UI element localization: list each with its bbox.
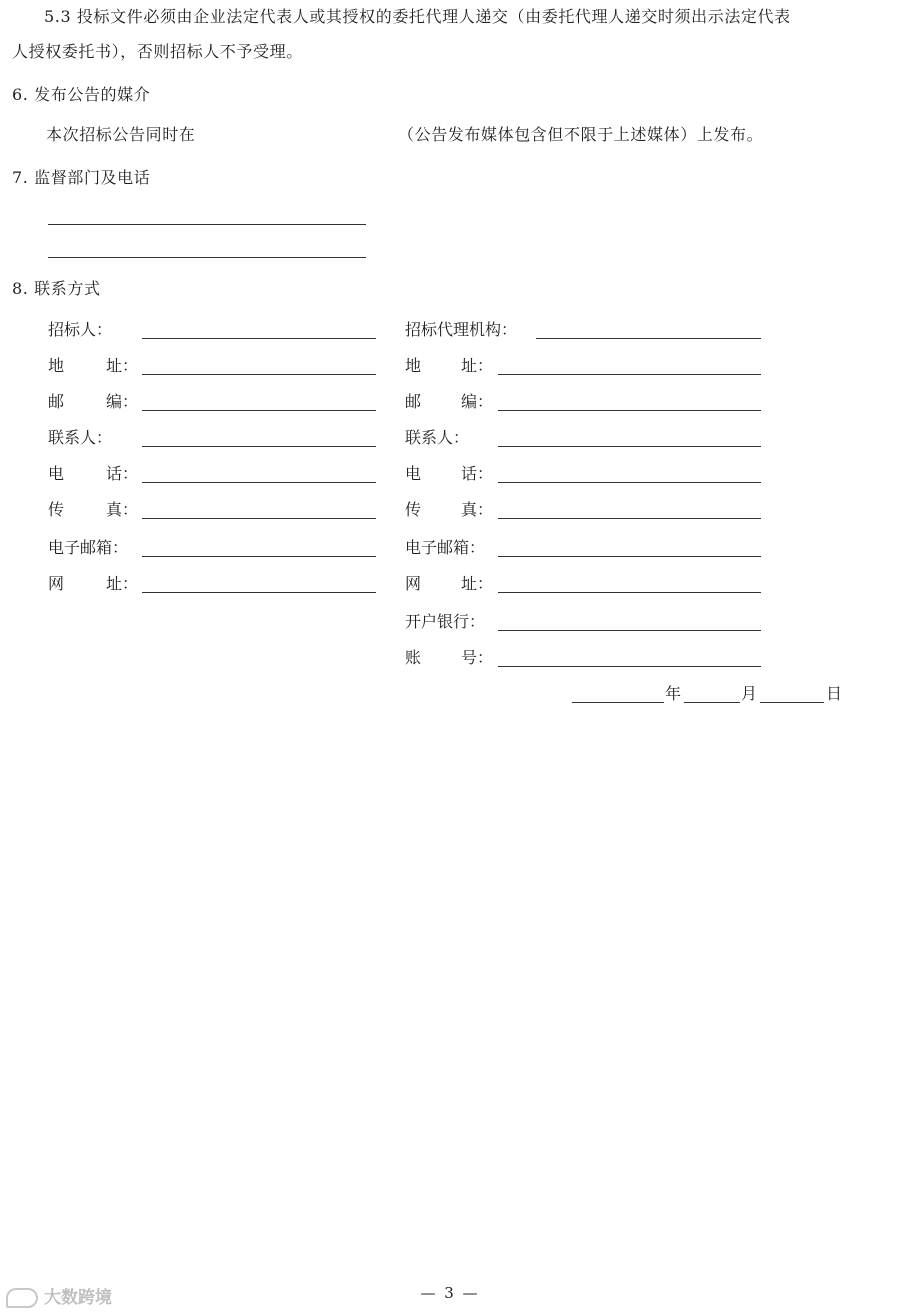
- clause-5-3-line-1: 5.3 投标文件必须由企业法定代表人或其授权的委托代理人递交（由委托代理人递交时须出示法定代表: [44, 7, 791, 26]
- tenderer-address-label: 地 址：: [48, 356, 138, 375]
- agency-postcode-label: 邮 编：: [405, 392, 493, 411]
- agency-phone-line: [498, 482, 761, 483]
- section-6-title: 6. 发布公告的媒介: [12, 85, 151, 104]
- clause-5-3-line-2: 人授权委托书），否则招标人不予受理。: [12, 42, 303, 61]
- tenderer-contact-label: 联系人：: [48, 428, 113, 447]
- agency-bank-label: 开户银行：: [405, 612, 486, 631]
- tenderer-phone-label: 电 话：: [48, 464, 138, 483]
- year-blank: [572, 702, 664, 703]
- agency-name-line: [536, 338, 761, 339]
- agency-address-line: [498, 374, 761, 375]
- agency-account-line: [498, 666, 761, 667]
- month-blank: [684, 702, 740, 703]
- tenderer-fax-line: [142, 518, 376, 519]
- agency-account-label: 账 号：: [405, 648, 493, 667]
- supervisor-blank-line-1: [48, 224, 366, 225]
- watermark: [6, 1283, 112, 1308]
- section-6-prefix: 本次招标公告同时在: [46, 125, 196, 144]
- agency-email-label: 电子邮箱：: [405, 538, 486, 557]
- year-label: 年: [665, 684, 682, 703]
- watermark-text: 大数跨境: [44, 1288, 112, 1308]
- section-6-suffix: （公告发布媒体包含但不限于上述媒体）上发布。: [398, 125, 764, 144]
- watermark-logo-icon: [6, 1288, 38, 1308]
- tenderer-email-line: [142, 556, 376, 557]
- tenderer-name-line: [142, 338, 376, 339]
- agency-contact-line: [498, 446, 761, 447]
- agency-address-label: 地 址：: [405, 356, 493, 375]
- agency-fax-line: [498, 518, 761, 519]
- tenderer-email-label: 电子邮箱：: [48, 538, 129, 557]
- tenderer-postcode-line: [142, 410, 376, 411]
- month-label: 月: [741, 684, 758, 703]
- section-7-title: 7. 监督部门及电话: [12, 168, 151, 187]
- tenderer-website-line: [142, 592, 376, 593]
- tenderer-contact-line: [142, 446, 376, 447]
- agency-name-label: 招标代理机构：: [405, 320, 518, 339]
- section-8-title: 8. 联系方式: [12, 279, 101, 298]
- agency-website-label: 网 址：: [405, 574, 493, 593]
- tenderer-website-label: 网 址：: [48, 574, 138, 593]
- tenderer-name-label: 招标人：: [48, 320, 113, 339]
- day-blank: [760, 702, 824, 703]
- tenderer-postcode-label: 邮 编：: [48, 392, 138, 411]
- agency-email-line: [498, 556, 761, 557]
- agency-postcode-line: [498, 410, 761, 411]
- page-number: — 3 —: [420, 1284, 480, 1302]
- day-label: 日: [826, 684, 843, 703]
- tenderer-fax-label: 传 真：: [48, 500, 138, 519]
- agency-fax-label: 传 真：: [405, 500, 493, 519]
- agency-website-line: [498, 592, 761, 593]
- supervisor-blank-line-2: [48, 257, 366, 258]
- agency-phone-label: 电 话：: [405, 464, 493, 483]
- agency-contact-label: 联系人：: [405, 428, 470, 447]
- tenderer-phone-line: [142, 482, 376, 483]
- agency-bank-line: [498, 630, 761, 631]
- tenderer-address-line: [142, 374, 376, 375]
